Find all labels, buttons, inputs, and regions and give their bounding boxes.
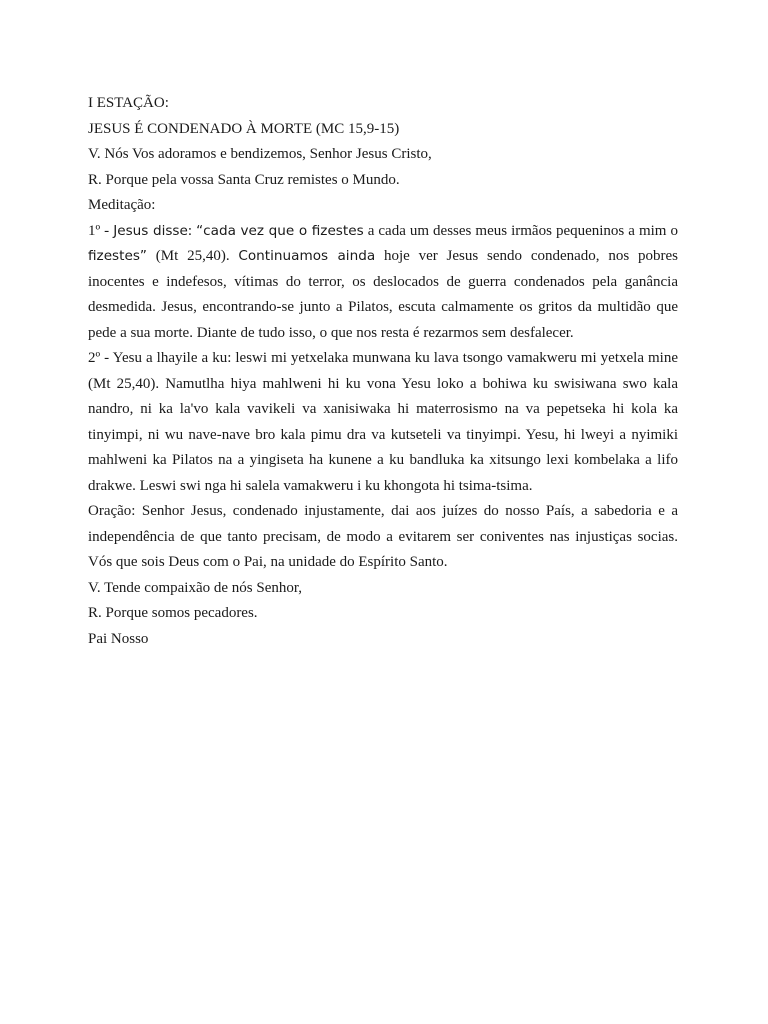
versicle-2: V. Tende compaixão de nós Senhor,: [88, 579, 303, 596]
paragraph-1-jesus-disse: Jesus disse: [113, 222, 188, 239]
prayer-paragraph: Oração: Senhor Jesus, condenado injustamente, dai aos juízes do nosso País, a sabedoria e a independência de que tanto precisam, de modo a evitarem ser coniventes nas injustiças socias. Vós que sois Deus com o Pai, na unidade do Espírito Santo.: [88, 503, 678, 570]
station-subtitle: JESUS É CONDENADO À MORTE (MC 15,9-15): [88, 120, 400, 137]
paragraph-1-continuamos: Continuamos ainda: [238, 248, 376, 264]
paragraph-1-prefix: 1º -: [88, 222, 114, 239]
meditation-label: Meditação:: [88, 197, 156, 213]
closing-prayer: Pai Nosso: [88, 630, 149, 647]
paragraph-1-colon: :: [187, 222, 197, 239]
response-2: R. Porque somos pecadores.: [88, 605, 258, 621]
station-title: I ESTAÇÃO:: [88, 95, 169, 111]
versicle-1: V. Nós Vos adoramos e bendizemos, Senhor Jesus Cristo,: [88, 146, 432, 162]
paragraph-1-quote-end: fizestes”: [88, 248, 147, 264]
document-page: [88, 91, 678, 652]
meditation-paragraph-1: [88, 219, 678, 347]
paragraph-1-quote-mid: a cada um desses meus irmãos pequeninos a mim o: [363, 222, 678, 239]
response-1: R. Porque pela vossa Santa Cruz remistes o Mundo.: [88, 171, 400, 188]
meditation-paragraph-2: 2º - Yesu a lhayile a ku: leswi mi yetxelaka munwana ku lava tsongo vamakweru mi yetxela mine (Mt 25,40). Namutlha hiya mahlweni hi ku vona Yesu loko a bohiwa ku swisiwana swo kala nandro, ni ka la'vo kala vavikeli va xanisiwaka hi materrosismo na va pepetseka hi kola ka tinyimpi, ni wu nave-nave bro kala pimu dra va kutseteli va tinyimpi. Yesu, hi lweyi a nyimiki mahlweni ka Pilatos na a yingiseta ha kunene a ku bandluka ka xitsungo lexi kombelaka a lifo drakwe. Leswi swi nga hi salela vamakweru i ku khongota hi tsima-tsima.: [88, 350, 678, 494]
paragraph-1-rest: hoje ver Jesus sendo condenado, nos pobres inocentes e indefesos, vítimas do terror, os deslocados de guerra condenados pela ganância desmedida. Jesus, encontrando-se junto a Pilatos, escuta calmamente os gritos da multidão que pede a sua morte. Diante de tudo isso, o que nos resta é rezarmos sem desfalecer.: [88, 248, 678, 341]
paragraph-1-quote-open: “cada vez que o fizestes: [196, 222, 364, 239]
paragraph-1-ref: (Mt 25,40).: [146, 248, 239, 264]
